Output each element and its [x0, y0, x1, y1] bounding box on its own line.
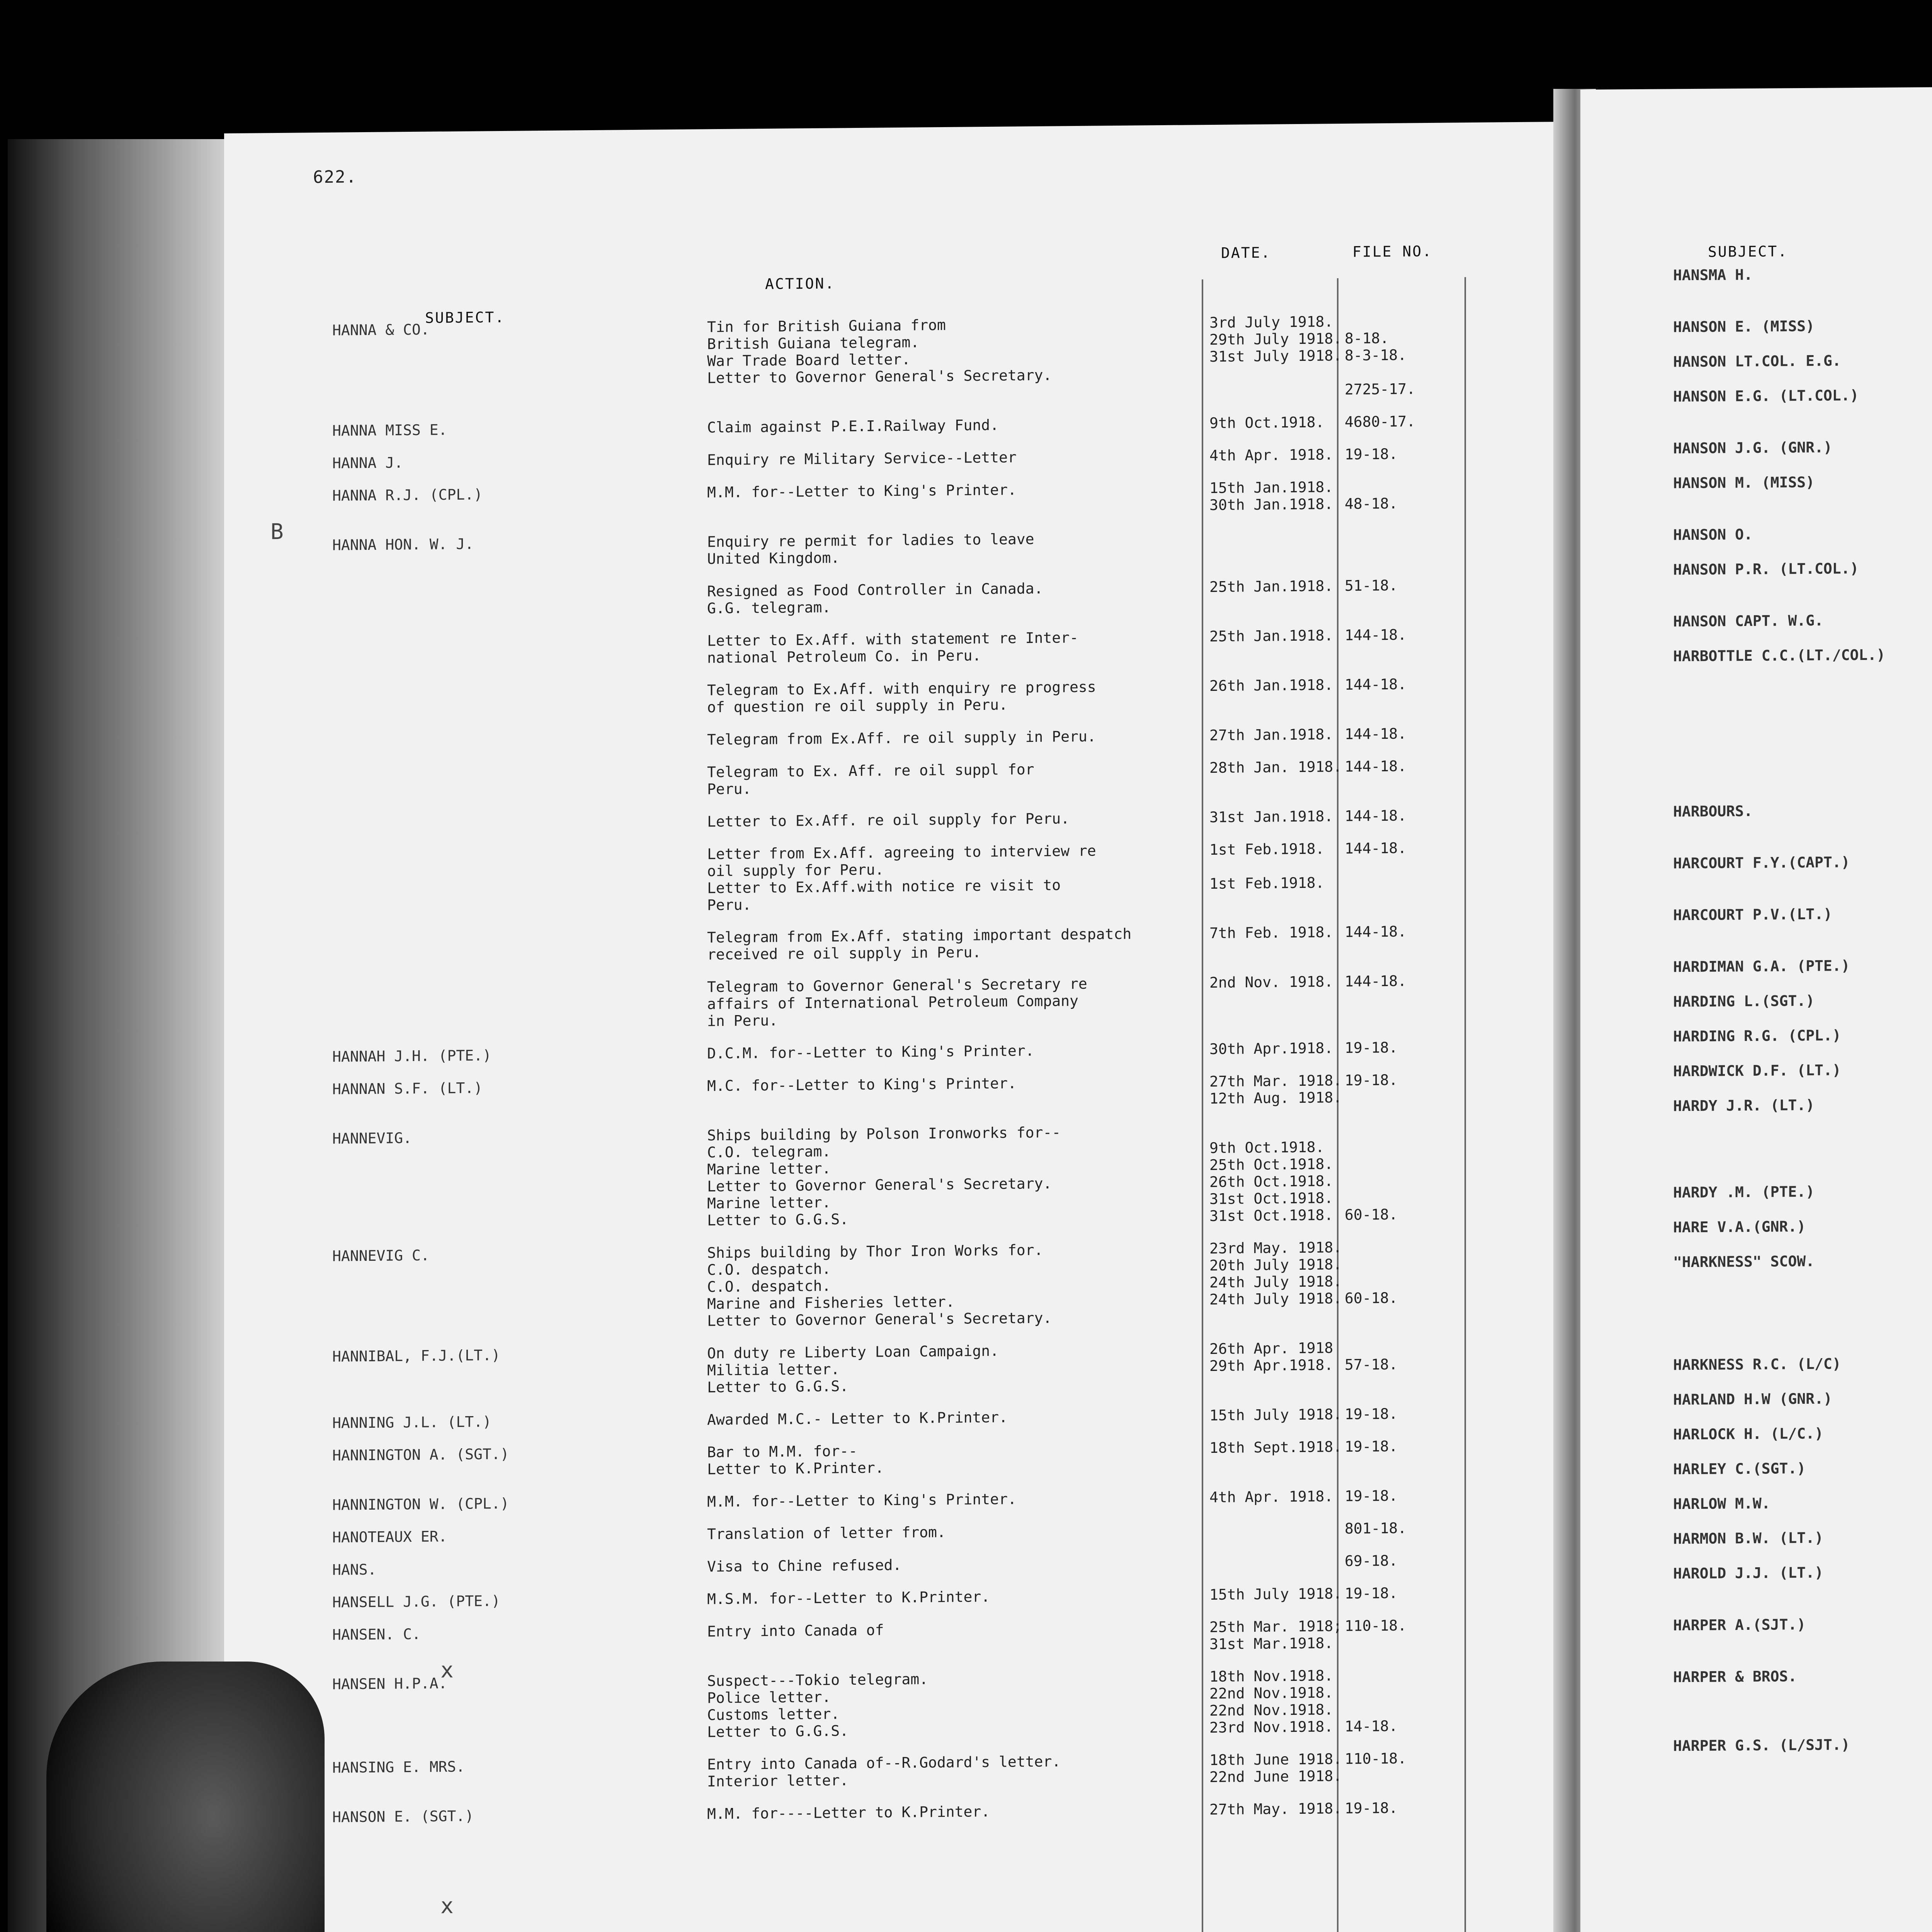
ledger-row [1580, 1452, 1932, 1478]
date-cell: 18th Sept.1918. [1209, 1438, 1342, 1456]
ledger-row [224, 1119, 1573, 1229]
margin-letter-mark: B [270, 519, 284, 545]
ledger-row [224, 1404, 1573, 1432]
subject-cell: HARLEY C.(SGT.) [1673, 1459, 1806, 1478]
column-rule [1202, 279, 1203, 1932]
date-cell: 2nd Nov. 1918. [1209, 973, 1333, 991]
subject-cell: HANSON E. (MISS) [1673, 317, 1815, 336]
date-cell: 26th Jan.1918. [1209, 676, 1333, 694]
ledger-row [224, 838, 1573, 914]
subject-cell: HANSON E. (SGT.) [332, 1807, 474, 1826]
ledger-row [224, 1665, 1573, 1741]
action-cell: Bar to M.M. for-- Letter to K.Printer. [707, 1442, 884, 1478]
ledger-row [1580, 1556, 1932, 1582]
date-cell: 28th Jan. 1918. [1209, 758, 1342, 776]
file-no-cell: 69-18. [1345, 1552, 1398, 1570]
file-no-cell: 4680-17. [1345, 413, 1416, 430]
action-cell: Tin for British Guiana from British Guiana telegram. War Trade Board letter. Letter to Governor General's Secretary. [707, 316, 1052, 387]
subject-cell: HANSON J.G. (GNR.) [1673, 439, 1832, 457]
file-no-cell: 19-18. [1345, 1039, 1398, 1056]
subject-cell: HANNA HON. W. J. [332, 535, 474, 554]
subject-cell: HARPER A.(SJT.) [1673, 1616, 1806, 1634]
date-cell: 23rd May. 1918. 20th July 1918. 24th July 1918. 24th July 1918. [1209, 1238, 1342, 1308]
ledger-row [1580, 310, 1932, 336]
file-no-header: FILE NO. [1352, 242, 1433, 260]
subject-cell: HANSING E. MRS. [332, 1758, 465, 1776]
action-cell: Letter to Ex.Aff. with statement re Inter- national Petroleum Co. in Peru. [707, 629, 1078, 667]
hand-holding-book [46, 1662, 325, 1932]
file-no-cell: 19-18. [1345, 445, 1398, 463]
ledger-row [1580, 743, 1932, 752]
ledger-row [1580, 1175, 1932, 1201]
date-cell: 9th Oct.1918. [1209, 413, 1325, 432]
date-cell: 18th June 1918. 22nd June 1918. [1209, 1750, 1342, 1786]
date-cell: 4th Apr. 1918. [1209, 1488, 1333, 1506]
ledger-row [1580, 1608, 1932, 1634]
subject-cell: HANNA & CO. [332, 321, 430, 339]
action-cell: Telegram to Ex. Aff. re oil suppl for Peru. [707, 760, 1034, 798]
ledger-row [1580, 466, 1932, 492]
subject-cell: HARBOURS. [1673, 802, 1753, 820]
ledger-row [224, 1798, 1573, 1826]
action-cell: Telegram from Ex.Aff. re oil supply in Peru. [707, 728, 1096, 748]
action-cell: Letter to Ex.Aff. re oil supply for Peru. [707, 810, 1070, 830]
ledger-row [1580, 518, 1932, 544]
subject-cell: HANNINGTON A. (SGT.) [332, 1445, 509, 1464]
action-cell: M.M. for--Letter to King's Printer. [707, 1490, 1017, 1510]
action-cell: Entry into Canada of--R.Godard's letter. Interior letter. [707, 1753, 1061, 1790]
ledger-row [1580, 1124, 1932, 1133]
subject-cell: HANNINGTON W. (CPL.) [332, 1495, 509, 1514]
ledger-row [1580, 604, 1932, 630]
ledger-row [1580, 1210, 1932, 1236]
subject-cell: HARPER & BROS. [1673, 1668, 1797, 1686]
ledger-row [224, 1583, 1573, 1611]
action-cell: Awarded M.C.- Letter to K.Printer. [707, 1408, 1008, 1429]
ledger-row [1580, 1729, 1932, 1755]
file-no-cell: 110-18. [1345, 1750, 1407, 1767]
subject-cell: HANSEN H.P.A. [332, 1675, 447, 1693]
file-no-cell: 144-18. [1345, 675, 1407, 693]
subject-cell: HANSMA H. [1673, 266, 1753, 284]
ledger-row [1580, 1348, 1932, 1374]
subject-header: SUBJECT. [1708, 243, 1788, 260]
subject-cell: HANSON E.G. (LT.COL.) [1673, 386, 1859, 405]
file-no-cell: 144-18. [1345, 807, 1407, 825]
subject-cell: HARPER G.S. (L/SJT.) [1673, 1736, 1850, 1755]
ledger-row [224, 526, 1573, 568]
subject-cell: HARDING L.(SGT.) [1673, 992, 1815, 1010]
ledger-row [1580, 1054, 1932, 1080]
ledger-row [1580, 1019, 1932, 1045]
subject-cell: HANSON P.R. (LT.COL.) [1673, 560, 1859, 578]
action-cell: Enquiry re Military Service--Letter [707, 449, 1017, 469]
ledger-row [224, 1436, 1573, 1478]
action-cell: On duty re Liberty Loan Campaign. Militia letter. Letter to G.G.S. [707, 1342, 999, 1396]
file-no-cell: 144-18. [1345, 725, 1407, 743]
date-header: DATE. [1221, 244, 1271, 262]
right-page [1580, 80, 1932, 1932]
ledger-row [224, 444, 1573, 472]
ledger-row [224, 1337, 1573, 1396]
action-cell: Suspect---Tokio telegram. Police letter. Customs letter. Letter to G.G.S. [707, 1670, 928, 1741]
subject-cell: HANSELL J.G. (PTE.) [332, 1592, 500, 1611]
subject-cell: HANSON O. [1673, 526, 1753, 544]
date-cell: 3rd July 1918. 29th July 1918. 31st July 1918. [1209, 313, 1342, 365]
date-cell: 26th Apr. 1918 29th Apr.1918. [1209, 1339, 1333, 1374]
subject-cell: HANNEVIG C. [332, 1247, 430, 1265]
subject-cell: HANNAN S.F. (LT.) [332, 1079, 483, 1098]
action-cell: Enquiry re permit for ladies to leave United Kingdom. [707, 530, 1034, 568]
ledger-row [1580, 1487, 1932, 1513]
ledger-row [224, 971, 1573, 1030]
ledger-row [224, 922, 1573, 963]
date-cell: 25th Mar. 1918; 31st Mar.1918. [1209, 1617, 1342, 1653]
ledger-row [224, 1616, 1573, 1653]
subject-cell: HANSON LT.COL. E.G. [1673, 352, 1841, 371]
action-cell: Visa to Chine refused. [707, 1556, 902, 1575]
action-cell: D.C.M. for--Letter to King's Printer. [707, 1042, 1034, 1062]
subject-cell: HARDY .M. (PTE.) [1673, 1183, 1815, 1201]
subject-cell: HARLOW M.W. [1673, 1495, 1770, 1513]
subject-cell: HANNAH J.H. (PTE.) [332, 1047, 492, 1065]
file-no-cell: 801-18. [1345, 1519, 1407, 1537]
subject-cell: HANNING J.L. (LT.) [332, 1413, 492, 1432]
file-no-cell: 144-18. [1345, 972, 1407, 990]
ledger-row [224, 724, 1573, 748]
file-no-cell: 144-18. [1345, 839, 1407, 857]
file-no-cell: 51-18. [1345, 577, 1398, 594]
subject-cell: HANS. [332, 1561, 377, 1578]
ledger-row [1580, 794, 1932, 820]
subject-cell: HARLOCK H. (L/C.) [1673, 1425, 1823, 1443]
ledger-row [224, 575, 1573, 617]
subject-cell: HARDY J.R. (LT.) [1673, 1096, 1815, 1115]
ledger-row [1580, 950, 1932, 976]
date-cell: 15th July 1918. [1209, 1585, 1342, 1603]
subject-cell: HARKNESS R.C. (L/C) [1673, 1355, 1841, 1374]
ledger-row [1580, 431, 1932, 457]
subject-cell: HARLAND H.W (GNR.) [1673, 1390, 1832, 1408]
file-no-cell: 144-18. [1345, 626, 1407, 644]
subject-cell: HANNA R.J. (CPL.) [332, 486, 483, 504]
ledger-row [1580, 898, 1932, 924]
ledger-row [224, 1237, 1573, 1330]
subject-cell: HANNA MISS E. [332, 421, 447, 439]
subject-cell: HAROLD J.J. (LT.) [1673, 1564, 1823, 1582]
date-cell: 1st Feb.1918. 1st Feb.1918. [1209, 840, 1325, 892]
file-no-cell: 8-18. 8-3-18. 2725-17. [1345, 329, 1416, 398]
ledger-row [1580, 379, 1932, 405]
subject-cell: HARMON B.W. (LT.) [1673, 1529, 1823, 1548]
ledger-row [224, 1037, 1573, 1065]
subject-cell: HARCOURT P.V.(LT.) [1673, 905, 1832, 924]
date-cell: 30th Apr.1918. [1209, 1039, 1333, 1058]
file-no-cell: 19-18. [1345, 1405, 1398, 1423]
date-cell: 18th Nov.1918. 22nd Nov.1918. 22nd Nov.1918. 23rd Nov.1918. [1209, 1667, 1333, 1736]
file-no-cell: 19-18. [1345, 1487, 1398, 1505]
subject-cell: HARBOTTLE C.C.(LT./COL.) [1673, 646, 1886, 665]
action-cell: Ships building by Polson Ironworks for-- C.O. telegram. Marine letter. Letter to Governor General's Secretary. Marine letter. Letter to G.G.S. [707, 1124, 1061, 1229]
subject-cell: HARDIMAN G.A. (PTE.) [1673, 957, 1850, 976]
file-no-cell: 48-18. [1345, 495, 1398, 512]
ledger-row [224, 1070, 1573, 1107]
date-cell: 25th Jan.1918. [1209, 577, 1333, 595]
file-no-cell: 14-18. [1345, 1717, 1398, 1735]
file-no-cell: 60-18. [1345, 1206, 1398, 1223]
action-header: ACTION. [765, 275, 835, 293]
action-cell: Resigned as Food Controller in Canada. G.G. telegram. [707, 580, 1043, 617]
subject-cell: HANNEVIG. [332, 1129, 412, 1147]
left-page [224, 122, 1573, 1932]
action-cell: Claim against P.E.I.Railway Fund. [707, 416, 999, 436]
ledger-row [224, 1486, 1573, 1514]
file-no-cell: 19-18. [1345, 1437, 1398, 1455]
action-cell: Letter from Ex.Aff. agreeing to interview re oil supply for Peru. Letter to Ex.Aff.with notice re visit to Peru. [707, 842, 1096, 914]
margin-x-mark: x [440, 1658, 454, 1683]
file-no-cell: 110-18. [1345, 1617, 1407, 1634]
date-cell: 31st Jan.1918. [1209, 808, 1333, 826]
subject-cell: HARDING R.G. (CPL.) [1673, 1027, 1841, 1045]
ledger-row [1580, 1245, 1932, 1271]
ledger-row [224, 674, 1573, 716]
ledger-row [1580, 985, 1932, 1010]
action-cell: M.M. for--Letter to King's Printer. [707, 481, 1017, 501]
subject-cell: HANSEN. C. [332, 1625, 421, 1643]
page-number: 622. [313, 167, 357, 187]
file-no-cell: 19-18. [1345, 1799, 1398, 1817]
action-cell: M.S.M. for--Letter to K.Printer. [707, 1588, 990, 1608]
ledger-row [224, 625, 1573, 667]
date-cell: 15th July 1918. [1209, 1405, 1342, 1424]
subject-cell: "HARKNESS" SCOW. [1673, 1252, 1815, 1271]
file-no-cell: 19-18. [1345, 1584, 1398, 1602]
action-cell: Telegram from Ex.Aff. stating important despatch received re oil supply in Peru. [707, 925, 1132, 963]
ledger-row [1580, 639, 1932, 665]
ledger-row [1580, 345, 1932, 371]
ledger-row [1580, 1089, 1932, 1115]
action-cell: Entry into Canada of [707, 1621, 884, 1640]
file-no-cell: 57-18. [1345, 1355, 1398, 1373]
ledger-row [224, 476, 1573, 514]
action-cell: M.C. for--Letter to King's Printer. [707, 1075, 1017, 1095]
date-cell: 7th Feb. 1918. [1209, 923, 1333, 942]
ledger-row [1580, 553, 1932, 578]
action-cell: Telegram to Ex.Aff. with enquiry re progress of question re oil supply in Peru. [707, 678, 1096, 716]
date-cell: 27th May. 1918. [1209, 1799, 1342, 1818]
ledger-row [224, 1518, 1573, 1546]
ledger-row [1580, 1383, 1932, 1408]
ledger-row [224, 756, 1573, 798]
ledger-row [1580, 1660, 1932, 1686]
subject-cell: HANOTEAUX ER. [332, 1528, 447, 1546]
action-cell: Ships building by Thor Iron Works for. C.O. despatch. C.O. despatch. Marine and Fisheries letter. Letter to Governor General's Secretary. [707, 1241, 1052, 1330]
file-no-cell: 144-18. [1345, 757, 1407, 775]
ledger-row [224, 1748, 1573, 1790]
date-cell: 25th Jan.1918. [1209, 627, 1333, 645]
ledger-row [1580, 691, 1932, 700]
subject-cell: HANSON CAPT. W.G. [1673, 612, 1823, 630]
subject-cell: HANNA J. [332, 454, 403, 472]
action-cell: M.M. for----Letter to K.Printer. [707, 1803, 990, 1823]
ledger-row [1580, 1522, 1932, 1548]
ledger-row [1580, 846, 1932, 872]
subject-cell: HARDWICK D.F. (LT.) [1673, 1061, 1841, 1080]
date-cell: 15th Jan.1918. 30th Jan.1918. [1209, 478, 1333, 514]
date-cell: 9th Oct.1918. 25th Oct.1918. 26th Oct.1918. 31st Oct.1918. 31st Oct.1918. [1209, 1138, 1333, 1225]
date-cell: 27th Mar. 1918. 12th Aug. 1918. [1209, 1071, 1342, 1107]
file-no-cell: 60-18. [1345, 1289, 1398, 1307]
date-cell: 4th Apr. 1918. [1209, 446, 1333, 464]
action-cell: Translation of letter from. [707, 1523, 946, 1543]
file-no-cell: 19-18. [1345, 1071, 1398, 1089]
subject-cell: HANSON M. (MISS) [1673, 473, 1815, 492]
ledger-row [224, 1551, 1573, 1578]
margin-x-mark: x [440, 1893, 454, 1919]
subject-cell: HARE V.A.(GNR.) [1673, 1218, 1806, 1236]
action-cell: Telegram to Governor General's Secretary re affairs of International Petroleum Company in Peru. [707, 975, 1087, 1030]
ledger-row [224, 412, 1573, 439]
ledger-row [1580, 1417, 1932, 1443]
date-cell: 27th Jan.1918. [1209, 726, 1333, 744]
subject-header: SUBJECT. [425, 308, 505, 327]
subject-cell: HANNIBAL, F.J.(LT.) [332, 1346, 500, 1365]
ledger-row [224, 806, 1573, 830]
column-rule [1464, 277, 1466, 1932]
file-no-cell: 144-18. [1345, 923, 1407, 940]
subject-cell: HARCOURT F.Y.(CAPT.) [1673, 854, 1850, 872]
